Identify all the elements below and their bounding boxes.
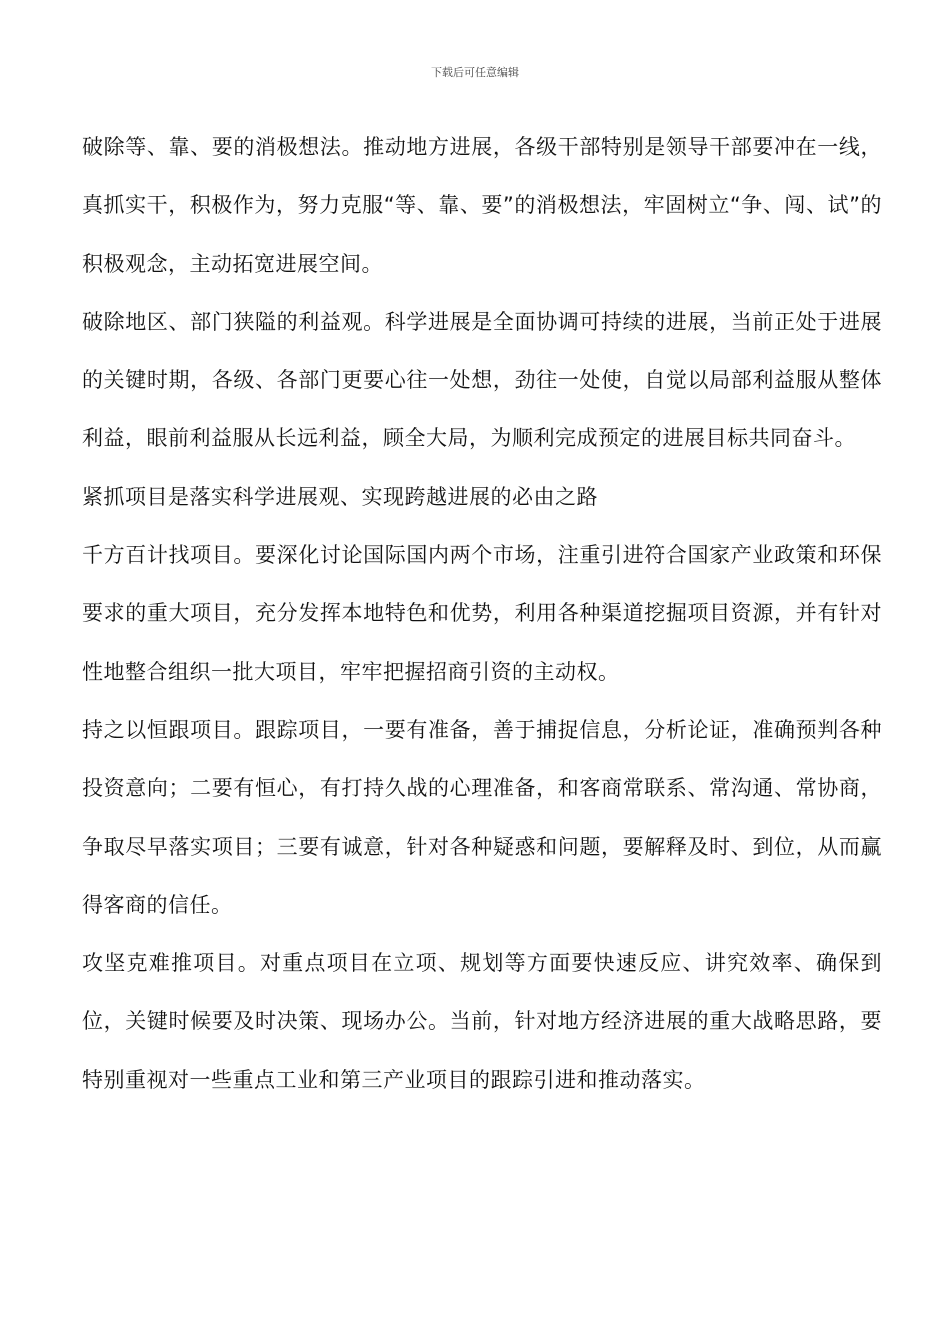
paragraph-3: 千方百计找项目。要深化讨论国际国内两个市场，注重引进符合国家产业政策和环保要求的重大项目，充分发挥本地特色和优势，利用各种渠道挖掘项目资源，并有针对性地整合组织一批大项目，牢牢把握招商引资的主动权。 (82, 543, 882, 684)
page-header: 下载后可任意编辑 (431, 66, 519, 79)
paragraph-1: 破除等、靠、要的消极想法。推动地方进展，各级干部特别是领导干部要冲在一线，真抓实干，积极作为，努力克服“等、靠、要”的消极想法，牢固树立“争、闯、试”的积极观念，主动拓宽进展空间。 (82, 135, 882, 276)
document-body (82, 118, 882, 1109)
paragraph-5: 攻坚克难推项目。对重点项目在立项、规划等方面要快速反应、讲究效率、确保到位，关键时候要及时决策、现场办公。当前，针对地方经济进展的重大战略思路，要特别重视对一些重点工业和第三产业项目的跟踪引进和推动落实。 (82, 951, 882, 1092)
paragraph-4: 持之以恒跟项目。跟踪项目，一要有准备，善于捕捉信息，分析论证，准确预判各种投资意向；二要有恒心，有打持久战的心理准备，和客商常联系、常沟通、常协商，争取尽早落实项目；三要有诚意，针对各种疑惑和问题，要解释及时、到位，从而赢得客商的信任。 (82, 717, 882, 917)
section-heading: 紧抓项目是落实科学进展观、实现跨越进展的必由之路 (82, 484, 598, 509)
paragraph-2: 破除地区、部门狭隘的利益观。科学进展是全面协调可持续的进展，当前正处于进展的关键时期，各级、各部门更要心往一处想，劲往一处使，自觉以局部利益服从整体利益，眼前利益服从长远利益，顾全大局，为顺利完成预定的进展目标共同奋斗。 (82, 309, 882, 451)
